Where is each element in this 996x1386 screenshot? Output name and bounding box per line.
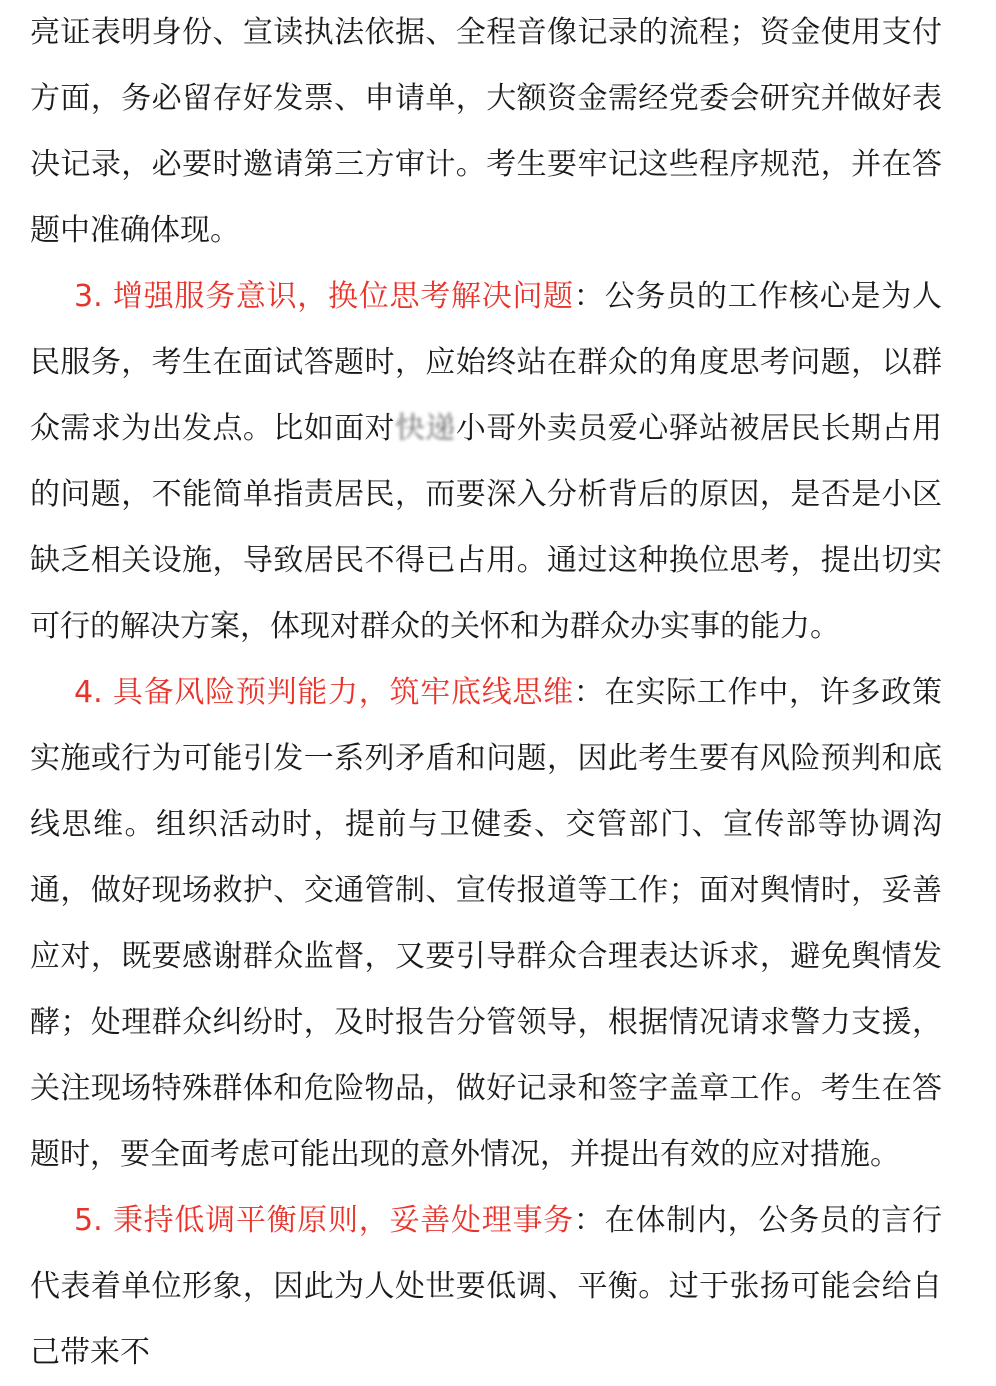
heading-separator: ： [573, 675, 605, 710]
document-body [30, 0, 942, 1386]
point-heading: 3. 增强服务意识，换位思考解决问题 [74, 279, 574, 314]
point-heading: 5. 秉持低调平衡原则，妥善处理事务 [74, 1203, 574, 1238]
paragraph-text: 亮证表明身份、宣读执法依据、全程音像记录的流程；资金使用支付方面，务必留存好发票、申请单，大额资金需经党委会研究并做好表决记录，必要时邀请第三方审计。考生要牢记这些程序规范，并在答题中准确体现。 [30, 15, 942, 248]
paragraph-text: 公务员的工作核心是为人民服务，考生在面试答题时，应始终站在群众的角度思考问题，以群众需求为出发点。比如面对 [30, 279, 942, 446]
point-heading: 4. 具备风险预判能力，筑牢底线思维 [74, 675, 574, 710]
paragraph-point-4 [30, 660, 942, 1188]
heading-separator: ： [573, 1203, 605, 1238]
paragraph-point-3 [30, 264, 942, 660]
heading-separator: ： [573, 279, 605, 314]
paragraph-text: 在体制内，公务员的言行代表着单位形象，因此为人处世要低调、平衡。过于张扬可能会给自己带来不 [30, 1203, 942, 1370]
blurred-text: 快递 [394, 411, 456, 446]
paragraph-continuation [30, 0, 942, 264]
paragraph-point-5 [30, 1188, 942, 1386]
paragraph-text: 在实际工作中，许多政策实施或行为可能引发一系列矛盾和问题，因此考生要有风险预判和底线思维。组织活动时，提前与卫健委、交管部门、宣传部等协调沟通，做好现场救护、交通管制、宣传报道等工作；面对舆情时，妥善应对，既要感谢群众监督，又要引导群众合理表达诉求，避免舆情发酵；处理群众纠纷时，及时报告分管领导，根据情况请求警力支援，关注现场特殊群体和危险物品，做好记录和签字盖章工作。考生在答题时，要全面考虑可能出现的意外情况，并提出有效的应对措施。 [30, 675, 942, 1172]
paragraph-text: 小哥外卖员爱心驿站被居民长期占用的问题，不能简单指责居民，而要深入分析背后的原因，是否是小区缺乏相关设施，导致居民不得已占用。通过这种换位思考，提出切实可行的解决方案，体现对群众的关怀和为群众办实事的能力。 [30, 411, 943, 644]
